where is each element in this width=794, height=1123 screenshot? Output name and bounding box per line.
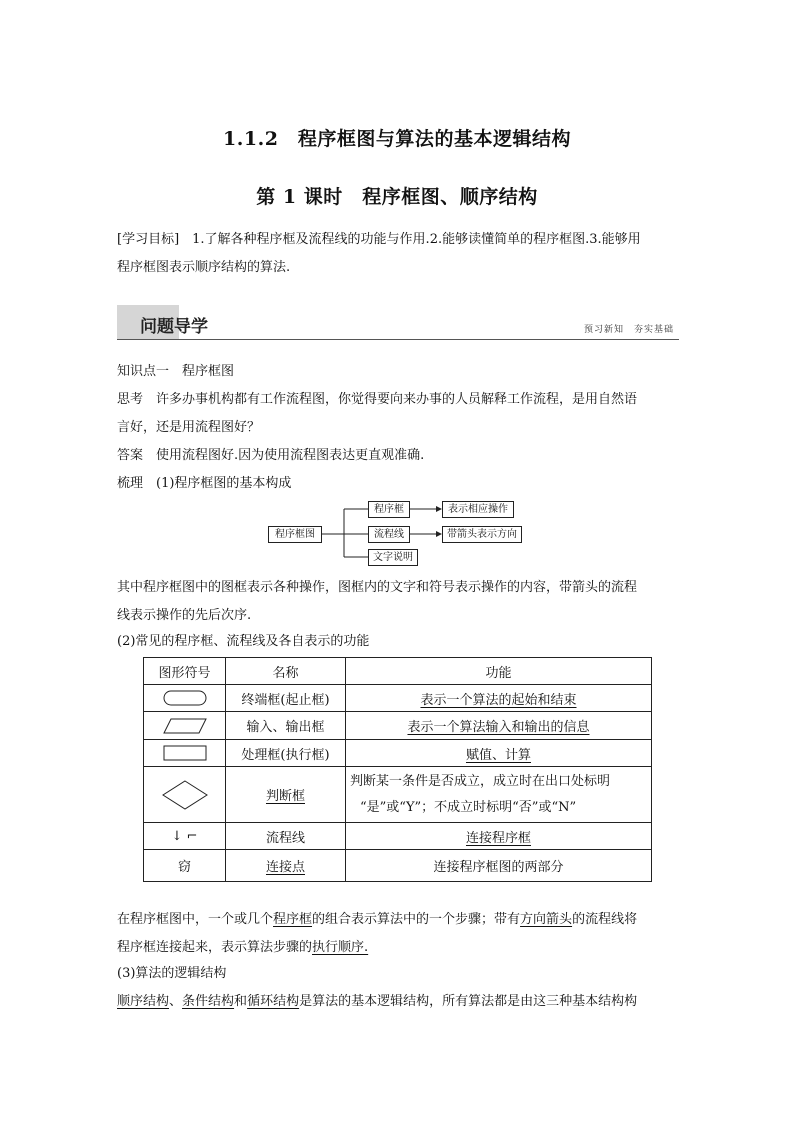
objectives-text-cont: 程序框图表示顺序结构的算法. — [117, 260, 291, 275]
think-text: 许多办事机构都有工作流程图，你觉得要向来办事的人员解释工作流程，是用自然语 — [143, 392, 638, 407]
conditional-structure: 条件结构 — [182, 994, 235, 1009]
row-function: 表示一个算法输入和输出的信息 — [346, 712, 652, 740]
header-function: 功能 — [346, 658, 652, 685]
row-name: 处理框(执行框) — [226, 740, 346, 767]
logic-structure-section: (3)算法的逻辑结构 顺序结构、条件结构和循环结构是算法的基本逻辑结构，所有算法都是由这三种基本结构构 — [117, 966, 638, 1009]
row-name: 输入、输出框 — [226, 712, 346, 740]
table-row — [144, 823, 652, 850]
sequence-structure: 顺序结构 — [117, 994, 170, 1009]
table-row — [144, 767, 652, 823]
rectangle-icon — [144, 740, 226, 767]
row-name: 终端框(起止框) — [226, 685, 346, 712]
sort-text: (1)程序框图的基本构成 — [143, 476, 292, 491]
table-header-row — [144, 658, 652, 685]
after-table-paragraph: 在程序框图中，一个或几个程序框的组合表示算法中的一个步骤；带有方向箭头的流程线将 程序框连接起来，表示算法步骤的执行顺序. — [117, 912, 638, 955]
underline-program-box: 程序框 — [273, 912, 313, 927]
row-function: 赋值、计算 — [346, 740, 652, 767]
row-function: 连接程序框图的两部分 — [346, 850, 652, 882]
table-row — [144, 850, 652, 882]
explanation-line2: 线表示操作的先后次序. — [117, 608, 252, 623]
explanation-line1: 其中程序框图中的图框表示各种操作，图框内的文字和符号表示操作的内容，带箭头的流程 — [117, 580, 638, 595]
answer-text: 使用流程图好.因为使用流程图表达更直观准确. — [143, 448, 425, 463]
table-row — [144, 685, 652, 712]
lesson-title: 第 1 课时 程序框图、顺序结构 — [256, 186, 538, 208]
flowline-icon: ↓ ⌐ — [144, 823, 226, 850]
knowledge-heading: 知识点一 程序框图 — [117, 364, 235, 379]
objectives-label: [学习目标] — [117, 232, 180, 247]
underline-execution-order: 执行顺序. — [312, 940, 369, 955]
underline-direction-arrow: 方向箭头 — [520, 912, 573, 927]
diagram-flow-line: 流程线 — [368, 526, 410, 543]
banner-subtitle: 预习新知 夯实基础 — [583, 325, 674, 335]
banner-title: 问题导学 — [140, 317, 208, 337]
diagram-explanation — [117, 574, 679, 630]
row-function: 表示一个算法的起始和结束 — [346, 685, 652, 712]
sort-label: 梳理 — [117, 476, 144, 491]
banner-divider — [117, 339, 679, 340]
parallelogram-icon — [144, 712, 226, 740]
connector-icon: 窃 — [144, 850, 226, 882]
row-function: 判断某一条件是否成立，成立时在出口处标明 “是”或“Y”；不成立时标明“否”或“N” — [346, 767, 652, 823]
row-function: 连接程序框 — [346, 823, 652, 850]
diagram-root: 程序框图 — [268, 526, 322, 543]
terminal-icon — [144, 685, 226, 712]
row-name: 流程线 — [226, 823, 346, 850]
knowledge-section — [117, 358, 679, 498]
think-label: 思考 — [117, 392, 144, 407]
loop-structure: 循环结构 — [247, 994, 300, 1009]
diagram-program-box: 程序框 — [368, 501, 410, 518]
logic-heading: (3)算法的逻辑结构 — [117, 966, 227, 981]
diamond-icon — [144, 767, 226, 823]
header-symbol: 图形符号 — [144, 658, 226, 685]
answer-label: 答案 — [117, 448, 144, 463]
table-row — [144, 740, 652, 767]
page-title: 1.1.2 程序框图与算法的基本逻辑结构 — [223, 128, 571, 150]
table-row — [144, 712, 652, 740]
objectives-text: 1.了解各种程序框及流程线的功能与作用.2.能够读懂简单的程序框图.3.能够用 — [179, 232, 641, 247]
table-caption: (2)常见的程序框、流程线及各自表示的功能 — [117, 634, 370, 649]
diagram-desc-operation: 表示相应操作 — [442, 501, 514, 518]
learning-objectives — [117, 226, 679, 282]
flowchart-symbols-table — [143, 657, 652, 882]
header-name: 名称 — [226, 658, 346, 685]
structure-diagram — [262, 497, 532, 569]
row-name: 判断框 — [226, 767, 346, 823]
row-name: 连接点 — [226, 850, 346, 882]
diagram-desc-direction: 带箭头表示方向 — [442, 526, 522, 543]
think-text-cont: 言好，还是用流程图好？ — [117, 420, 261, 435]
diagram-text-note: 文字说明 — [368, 549, 418, 566]
